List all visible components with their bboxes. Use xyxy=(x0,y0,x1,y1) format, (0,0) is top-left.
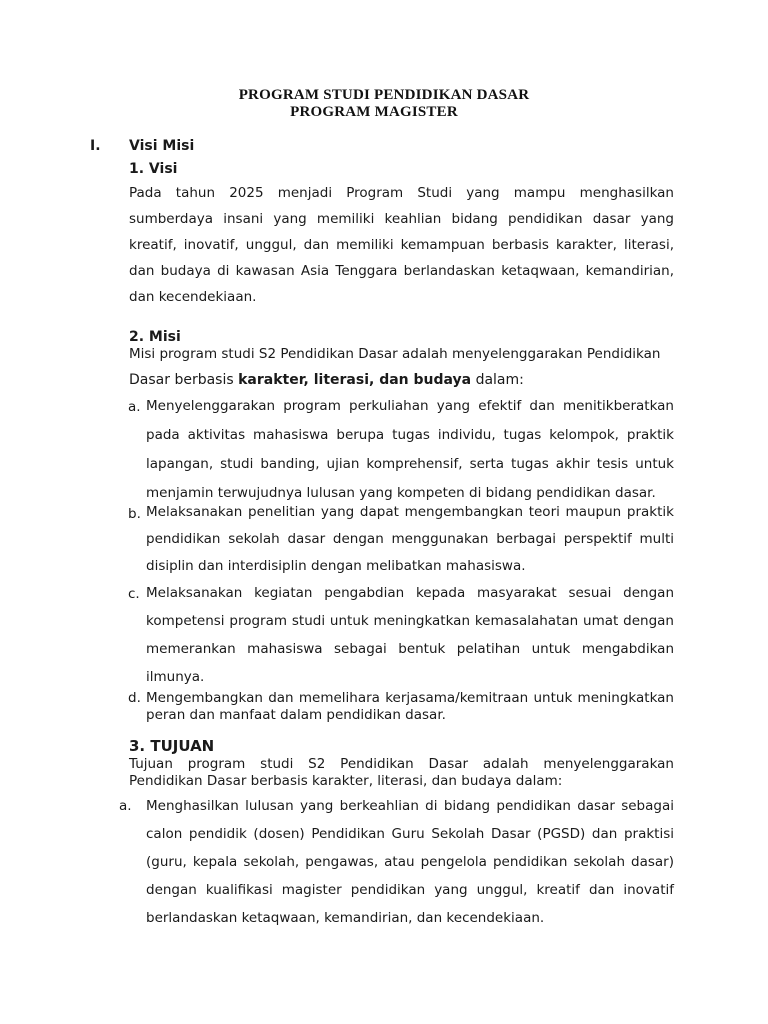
misi-intro-line1: Misi program studi S2 Pendidikan Dasar adalah menyelenggarakan Pendidikan xyxy=(129,346,661,362)
misi-intro-suffix: dalam: xyxy=(471,372,524,388)
document-title-line2: PROGRAM MAGISTER xyxy=(290,104,458,120)
tujuan-item-line: berlandaskan ketaqwaan, kemandirian, dan kecendekiaan. xyxy=(146,910,545,926)
misi-intro-prefix: Dasar berbasis xyxy=(129,372,239,388)
section-title: Visi Misi xyxy=(129,138,195,154)
tujuan-item-line: (guru, kepala sekolah, pengawas, atau pengelola pendidikan sekolah dasar) xyxy=(146,854,674,870)
tujuan-heading: 3. TUJUAN xyxy=(129,737,215,755)
tujuan-item-line: calon pendidik (dosen) Pendidikan Guru Sekolah Dasar (PGSD) dan praktisi xyxy=(146,826,674,842)
tujuan-intro xyxy=(129,756,674,790)
visi-line: Pada tahun 2025 menjadi Program Studi yang mampu menghasilkan xyxy=(129,185,674,201)
misi-item-line: memerankan mahasiswa sebagai bentuk pelatihan untuk mengabdikan xyxy=(146,641,674,657)
visi-line: sumberdaya insani yang memiliki keahlian bidang pendidikan dasar yang xyxy=(129,211,674,227)
misi-item-line: menjamin terwujudnya lulusan yang kompeten di bidang pendidikan dasar. xyxy=(146,485,656,501)
visi-line: kreatif, inovatif, unggul, dan memiliki kemampuan berbasis karakter, literasi, xyxy=(129,237,674,253)
tujuan-item-line: Menghasilkan lulusan yang berkeahlian di bidang pendidikan dasar sebagai xyxy=(146,798,674,814)
misi-item-line: Melaksanakan penelitian yang dapat mengembangkan teori maupun praktik xyxy=(146,504,674,520)
misi-item-line: kompetensi program studi untuk meningkatkan kemasalahatan umat dengan xyxy=(146,613,674,629)
section-numeral: I. xyxy=(90,138,101,154)
misi-heading: 2. Misi xyxy=(129,329,181,345)
list-marker: a. xyxy=(128,399,141,415)
misi-item-line: pada aktivitas mahasiswa berupa tugas individu, tugas kelompok, praktik xyxy=(146,427,674,443)
misi-item-line: disiplin dan interdisiplin dengan melibatkan mahasiswa. xyxy=(146,558,526,574)
list-marker: a. xyxy=(119,798,132,814)
tujuan-intro-line: Pendidikan Dasar berbasis karakter, literasi, dan budaya dalam: xyxy=(129,773,563,789)
tujuan-item-line: dengan kualifikasi magister pendidikan yang unggul, kreatif dan inovatif xyxy=(146,882,674,898)
misi-item-line: Mengembangkan dan memelihara kerjasama/kemitraan untuk meningkatkan xyxy=(146,690,674,706)
visi-heading: 1. Visi xyxy=(129,161,178,177)
visi-line: dan kecendekiaan. xyxy=(129,289,257,305)
misi-item-line: ilmunya. xyxy=(146,669,205,685)
misi-item-line: lapangan, studi banding, ujian komprehensif, serta tugas akhir tesis untuk xyxy=(146,456,674,472)
misi-intro-line2 xyxy=(129,372,524,388)
misi-item-line: Melaksanakan kegiatan pengabdian kepada masyarakat sesuai dengan xyxy=(146,585,674,601)
document-title-line1: PROGRAM STUDI PENDIDIKAN DASAR xyxy=(238,87,530,103)
list-marker: c. xyxy=(128,586,140,602)
misi-item-line: pendidikan sekolah dasar dengan menggunakan berbagai perspektif multi xyxy=(146,531,674,547)
misi-item-line: Menyelenggarakan program perkuliahan yang efektif dan menitikberatkan xyxy=(146,398,674,414)
misi-intro-bold: karakter, literasi, dan budaya xyxy=(238,372,472,388)
misi-item-line: peran dan manfaat dalam pendidikan dasar. xyxy=(146,707,446,723)
visi-line: dan budaya di kawasan Asia Tenggara berlandaskan ketaqwaan, kemandirian, xyxy=(129,263,674,279)
list-marker: d. xyxy=(128,690,141,706)
visi-paragraph xyxy=(129,180,674,310)
tujuan-intro-line: Tujuan program studi S2 Pendidikan Dasar adalah menyelenggarakan xyxy=(129,756,674,772)
list-marker: b. xyxy=(128,506,141,522)
